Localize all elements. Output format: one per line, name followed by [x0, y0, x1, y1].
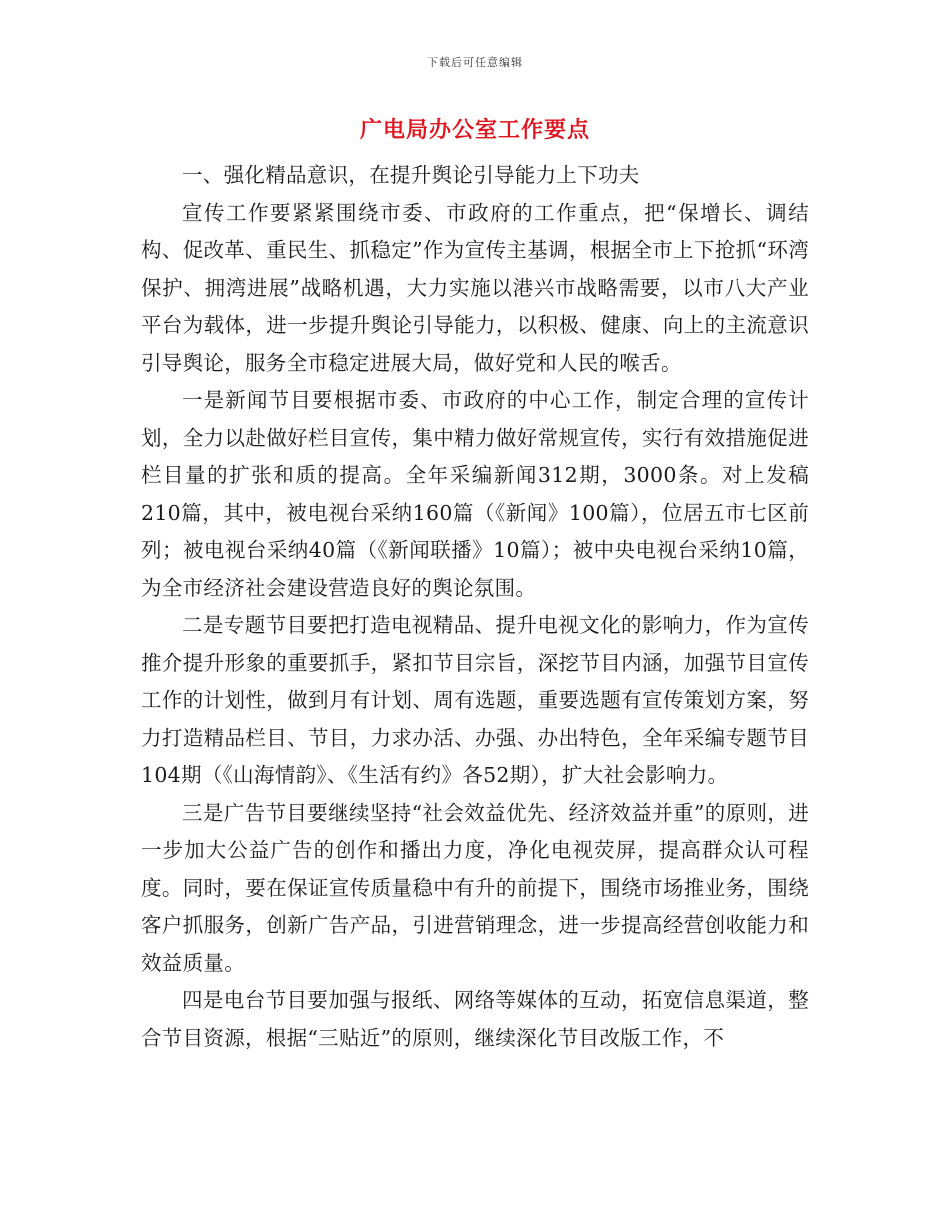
body-paragraph: 一是新闻节目要根据市委、市政府的中心工作，制定合理的宣传计划，全力以赴做好栏目宣传，集中精力做好常规宣传，实行有效措施促进栏目量的扩张和质的提高。全年采编新闻312期，3000条。对上发稿210篇，其中，被电视台采纳160篇（《新闻》100篇），位居五市七区前列；被电视台采纳40篇（《新闻联播》10篇）；被中央电视台采纳10篇，为全市经济社会建设营造良好的舆论氛围。: [141, 388, 809, 600]
section-heading: 一、强化精品意识，在提升舆论引导能力上下功夫: [182, 163, 640, 187]
body-paragraph: 二是专题节目要把打造电视精品、提升电视文化的影响力，作为宣传推介提升形象的重要抓手，紧扣节目宗旨，深挖节目内涵，加强节目宣传工作的计划性，做到月有计划、周有选题，重要选题有宣传策划方案，努力打造精品栏目、节目，力求办活、办强、办出特色，全年采编专题节目104期（《山海情韵》、《生活有约》各52期），扩大社会影响力。: [141, 613, 809, 787]
body-paragraph: 宣传工作要紧紧围绕市委、市政府的工作重点，把“保增长、调结构、促改革、重民生、抓稳定”作为宣传主基调，根据全市上下抢抓“环湾保护、拥湾进展”战略机遇，大力实施以港兴市战略需要，以市八大产业平台为载体，进一步提升舆论引导能力，以积极、健康、向上的主流意识引导舆论，服务全市稳定进展大局，做好党和人民的喉舌。: [141, 200, 809, 375]
document-title: 广电局办公室工作要点: [359, 118, 590, 143]
document-body: [141, 157, 809, 1057]
body-paragraph: 三是广告节目要继续坚持“社会效益优先、经济效益并重”的原则，进一步加大公益广告的创作和播出力度，净化电视荧屏，提高群众认可程度。同时，要在保证宣传质量稳中有升的前提下，围绕市场推业务，围绕客户抓服务，创新广告产品，引进营销理念，进一步提高经营创收能力和效益质量。: [141, 800, 809, 975]
body-paragraph: 四是电台节目要加强与报纸、网络等媒体的互动，拓宽信息渠道，整合节目资源，根据“三贴近”的原则，继续深化节目改版工作，不: [141, 988, 809, 1050]
header-note: 下载后可任意编辑: [427, 56, 523, 69]
